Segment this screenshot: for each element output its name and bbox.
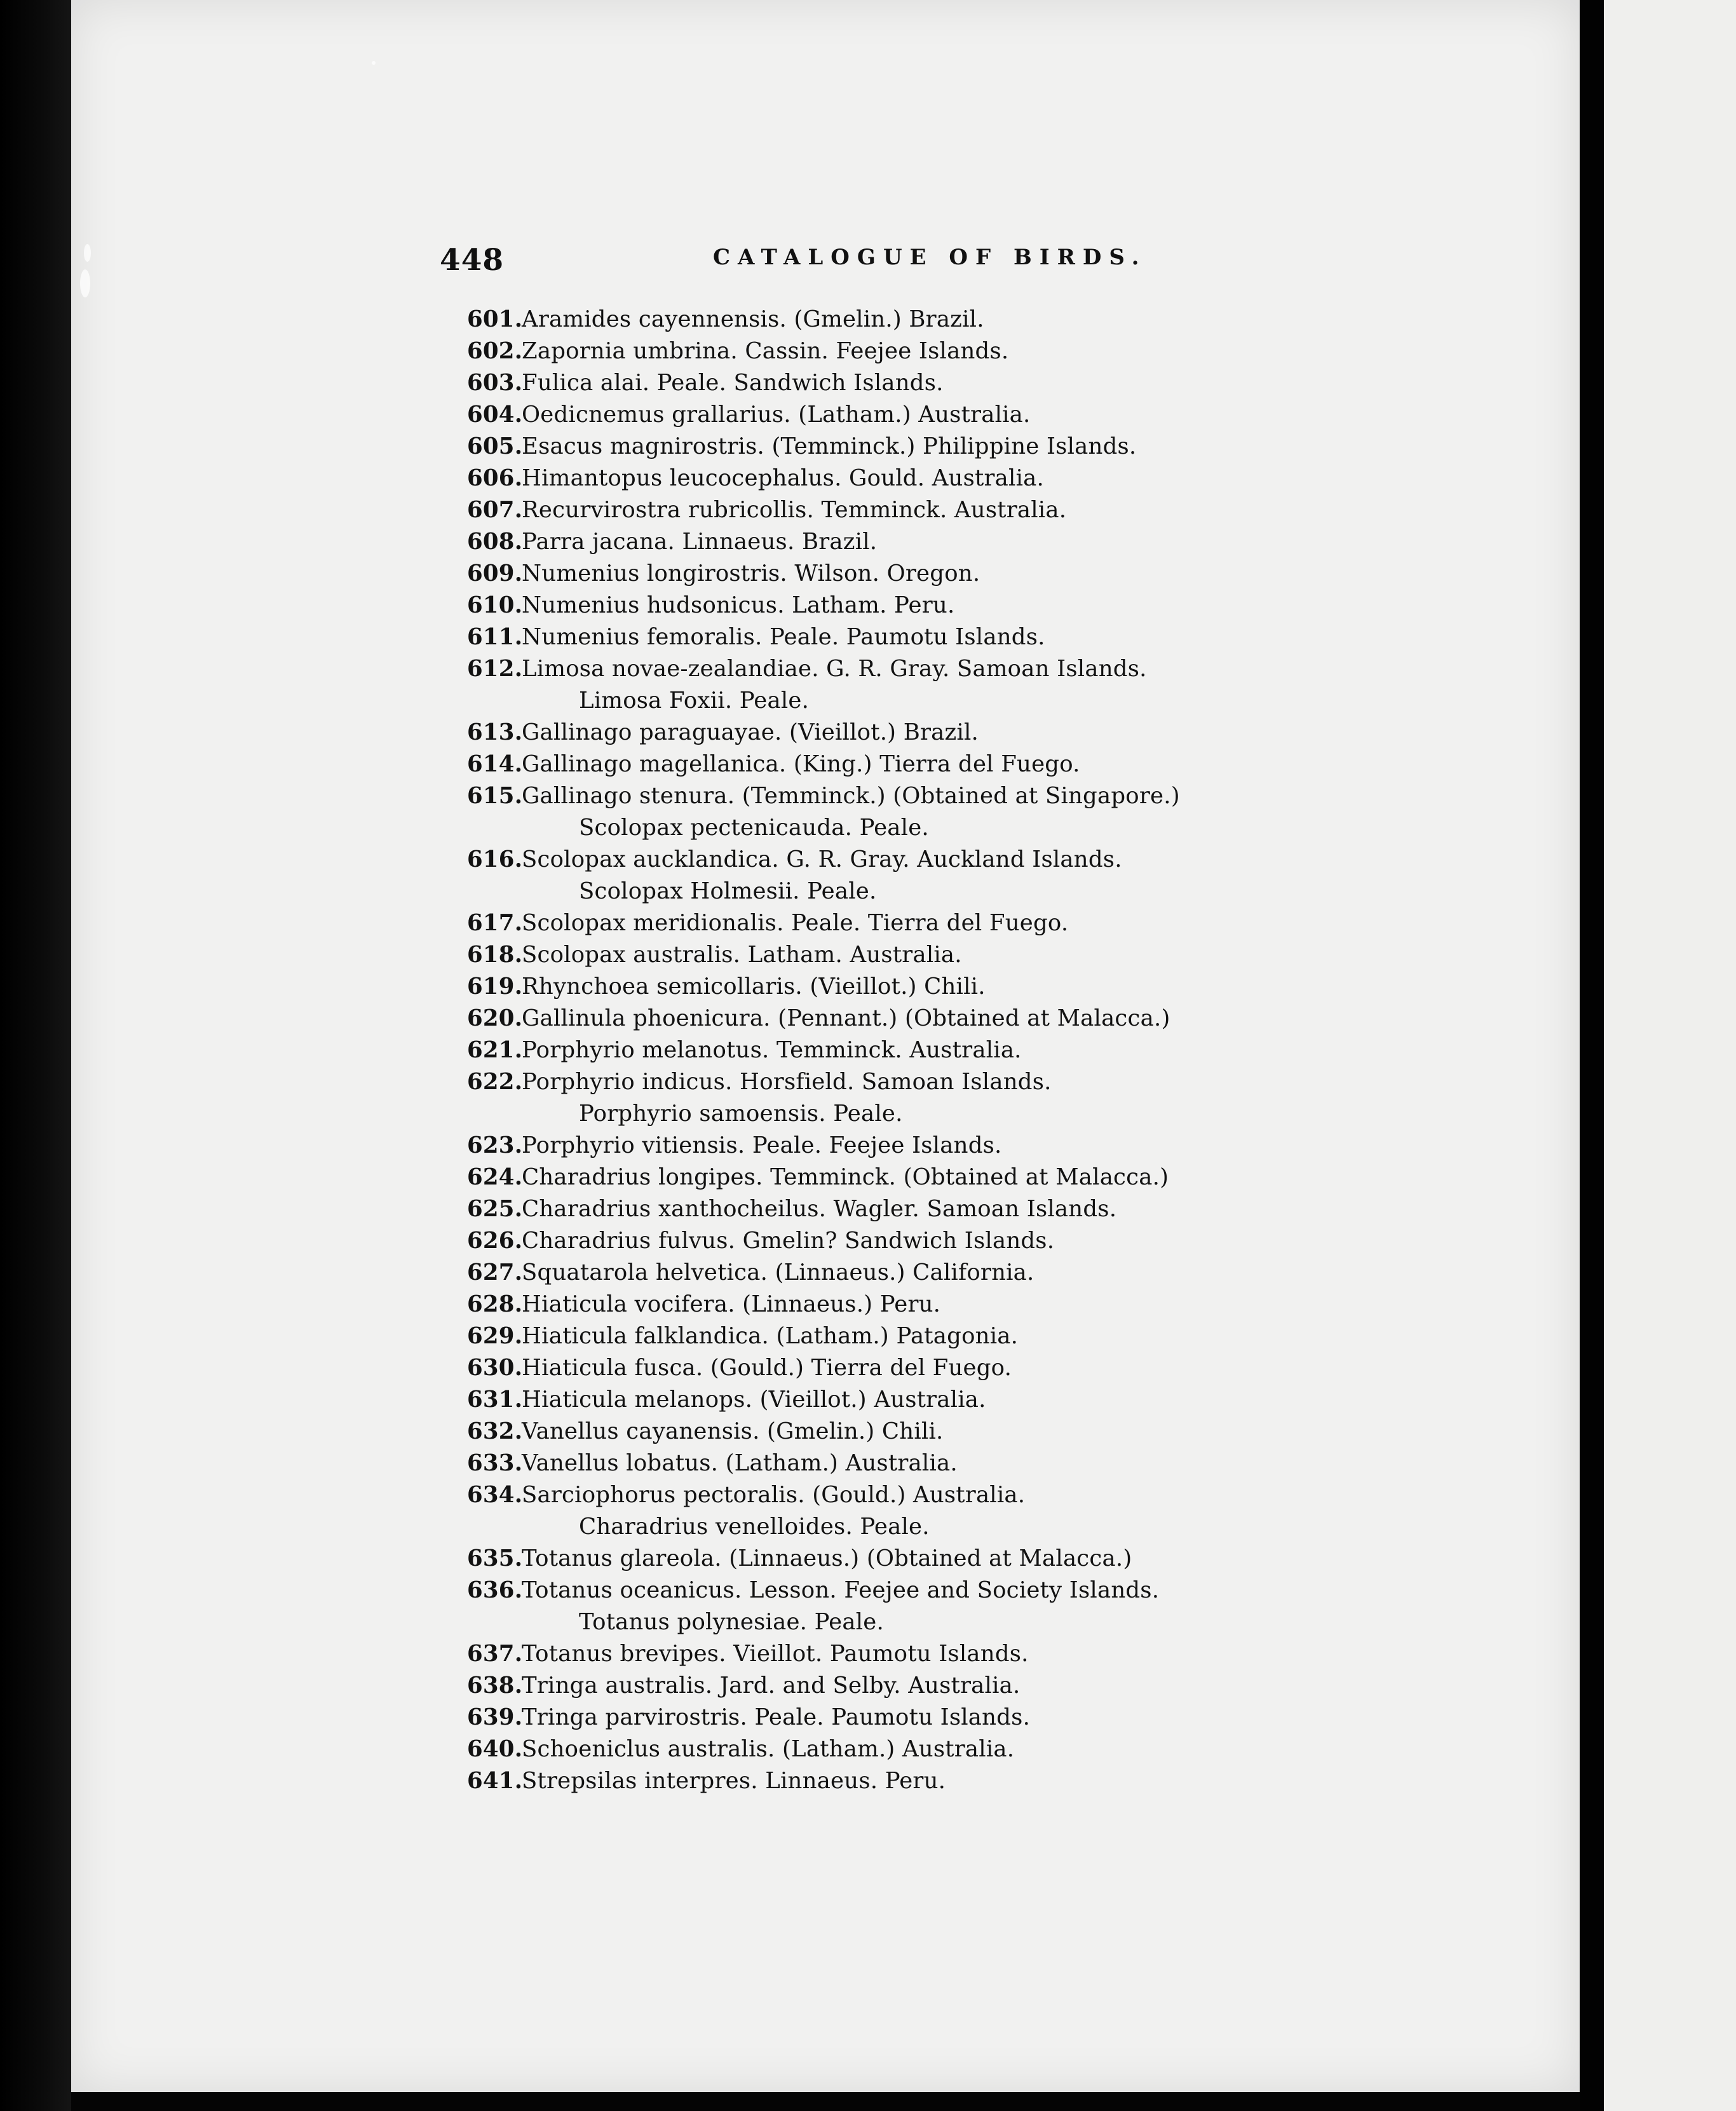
entry-number: 614. — [467, 751, 523, 777]
catalogue-entry — [467, 1479, 1388, 1511]
entry-number: 613. — [467, 719, 523, 745]
entry-text: Schoeniclus australis. (Latham.) Australia. — [522, 1736, 1015, 1762]
synonym-text: Scolopax Holmesii. Peale. — [579, 878, 877, 904]
catalogue-entry — [467, 336, 1388, 367]
entry-text: Porphyrio indicus. Horsfield. Samoan Islands. — [522, 1069, 1052, 1095]
entry-number: 616. — [467, 846, 523, 872]
catalogue-entry — [467, 653, 1388, 685]
entry-number: 607. — [467, 497, 523, 523]
synonym-entry — [467, 876, 1388, 907]
entry-text: Hiaticula falklandica. (Latham.) Patagonia. — [522, 1323, 1019, 1349]
catalogue-entry — [467, 431, 1388, 463]
adjacent-page-edge — [1604, 0, 1736, 2111]
synonym-text: Charadrius venelloides. Peale. — [579, 1514, 930, 1540]
entry-text: Gallinago stenura. (Temminck.) (Obtained at Singapore.) — [522, 783, 1180, 809]
catalogue-entry — [467, 1702, 1388, 1734]
entry-number: 639. — [467, 1704, 523, 1730]
catalogue-entry — [467, 1225, 1388, 1257]
entry-number: 624. — [467, 1164, 523, 1190]
entry-text: Hiaticula vocifera. (Linnaeus.) Peru. — [522, 1291, 941, 1317]
catalogue-entry — [467, 939, 1388, 971]
page-header — [440, 243, 1151, 283]
entry-number: 633. — [467, 1450, 523, 1476]
catalogue-entry — [467, 1066, 1388, 1098]
synonym-entry — [467, 1511, 1388, 1543]
catalogue-entry — [467, 590, 1388, 621]
catalogue-entry — [467, 1162, 1388, 1193]
entry-text: Rhynchoea semicollaris. (Vieillot.) Chili. — [522, 974, 986, 1000]
entry-text: Squatarola helvetica. (Linnaeus.) California. — [522, 1259, 1034, 1286]
catalogue-entry — [467, 1257, 1388, 1289]
catalogue-entry — [467, 717, 1388, 749]
synonym-text: Totanus polynesiae. Peale. — [579, 1609, 884, 1635]
entry-number: 641. — [467, 1768, 523, 1794]
entry-number: 618. — [467, 942, 523, 968]
entry-text: Scolopax aucklandica. G. R. Gray. Auckland Islands. — [522, 846, 1122, 872]
entry-number: 625. — [467, 1196, 523, 1222]
entry-number: 630. — [467, 1355, 523, 1381]
catalogue-entry — [467, 304, 1388, 336]
entry-text: Scolopax australis. Latham. Australia. — [522, 942, 962, 968]
catalogue-entry — [467, 1448, 1388, 1479]
entry-number: 603. — [467, 370, 523, 396]
entry-number: 640. — [467, 1736, 523, 1762]
catalogue-entry — [467, 399, 1388, 431]
entry-number: 626. — [467, 1228, 523, 1254]
scan-speck — [80, 269, 90, 297]
catalogue-entry — [467, 1670, 1388, 1702]
entry-text: Tringa australis. Jard. and Selby. Australia. — [522, 1673, 1021, 1699]
entry-number: 608. — [467, 529, 523, 555]
catalogue-entry — [467, 1320, 1388, 1352]
catalogue-entry — [467, 1035, 1388, 1066]
bird-catalogue-list — [467, 304, 1388, 1797]
entry-number: 619. — [467, 974, 523, 1000]
catalogue-entry — [467, 494, 1388, 526]
entry-number: 609. — [467, 560, 523, 587]
entry-text: Parra jacana. Linnaeus. Brazil. — [522, 529, 878, 555]
entry-number: 638. — [467, 1673, 523, 1699]
entry-text: Gallinago magellanica. (King.) Tierra del Fuego. — [522, 751, 1080, 777]
entry-text: Porphyrio melanotus. Temminck. Australia. — [522, 1037, 1022, 1063]
entry-number: 627. — [467, 1259, 523, 1286]
entry-number: 604. — [467, 402, 523, 428]
entry-number: 601. — [467, 306, 523, 332]
entry-text: Numenius longirostris. Wilson. Oregon. — [522, 560, 980, 587]
entry-text: Zapornia umbrina. Cassin. Feejee Islands. — [522, 338, 1009, 364]
entry-number: 636. — [467, 1577, 523, 1603]
catalogue-entry — [467, 844, 1388, 876]
catalogue-entry — [467, 971, 1388, 1003]
entry-text: Recurvirostra rubricollis. Temminck. Australia. — [522, 497, 1067, 523]
entry-text: Hiaticula melanops. (Vieillot.) Australia. — [522, 1387, 986, 1413]
page-gutter — [1580, 0, 1604, 2111]
synonym-text: Limosa Foxii. Peale. — [579, 688, 810, 714]
running-head: CATALOGUE OF BIRDS. — [713, 245, 1147, 270]
entry-text: Vanellus lobatus. (Latham.) Australia. — [522, 1450, 958, 1476]
entry-number: 631. — [467, 1387, 523, 1413]
catalogue-entry — [467, 367, 1388, 399]
entry-number: 620. — [467, 1005, 523, 1031]
entry-number: 635. — [467, 1545, 523, 1571]
entry-number: 622. — [467, 1069, 523, 1095]
synonym-text: Porphyrio samoensis. Peale. — [579, 1101, 903, 1127]
catalogue-entry — [467, 1003, 1388, 1035]
catalogue-entry — [467, 1193, 1388, 1225]
entry-text: Sarciophorus pectoralis. (Gould.) Australia. — [522, 1482, 1026, 1508]
entry-text: Oedicnemus grallarius. (Latham.) Australia. — [522, 402, 1031, 428]
entry-number: 612. — [467, 656, 523, 682]
catalogue-entry — [467, 1289, 1388, 1320]
entry-number: 606. — [467, 465, 523, 491]
entry-text: Limosa novae-zealandiae. G. R. Gray. Samoan Islands. — [522, 656, 1147, 682]
catalogue-entry — [467, 463, 1388, 494]
entry-number: 632. — [467, 1418, 523, 1444]
entry-number: 621. — [467, 1037, 523, 1063]
synonym-entry — [467, 812, 1388, 844]
catalogue-entry — [467, 558, 1388, 590]
entry-number: 615. — [467, 783, 523, 809]
entry-text: Esacus magnirostris. (Temminck.) Philippine Islands. — [522, 433, 1137, 459]
entry-number: 629. — [467, 1323, 523, 1349]
entry-number: 634. — [467, 1482, 523, 1508]
entry-text: Charadrius fulvus. Gmelin? Sandwich Islands. — [522, 1228, 1055, 1254]
entry-number: 605. — [467, 433, 523, 459]
entry-text: Vanellus cayanensis. (Gmelin.) Chili. — [522, 1418, 944, 1444]
entry-number: 610. — [467, 592, 523, 618]
catalogue-entry — [467, 907, 1388, 939]
scan-speck — [372, 61, 376, 65]
catalogue-entry — [467, 1575, 1388, 1606]
catalogue-entry — [467, 1543, 1388, 1575]
entry-number: 617. — [467, 910, 523, 936]
entry-number: 623. — [467, 1132, 523, 1158]
entry-text: Hiaticula fusca. (Gould.) Tierra del Fuego. — [522, 1355, 1012, 1381]
entry-number: 637. — [467, 1641, 523, 1667]
synonym-entry — [467, 1098, 1388, 1130]
catalogue-entry — [467, 1352, 1388, 1384]
entry-text: Himantopus leucocephalus. Gould. Australia. — [522, 465, 1044, 491]
catalogue-entry — [467, 1130, 1388, 1162]
bottom-scan-border — [71, 2092, 1580, 2111]
entry-number: 602. — [467, 338, 523, 364]
catalogue-entry — [467, 780, 1388, 812]
entry-number: 611. — [467, 624, 523, 650]
scan-speck — [84, 244, 91, 262]
entry-text: Totanus glareola. (Linnaeus.) (Obtained at Malacca.) — [522, 1545, 1132, 1571]
catalogue-entry — [467, 1416, 1388, 1448]
entry-text: Numenius femoralis. Peale. Paumotu Islands. — [522, 624, 1045, 650]
entry-text: Totanus oceanicus. Lesson. Feejee and Society Islands. — [522, 1577, 1160, 1603]
catalogue-entry — [467, 1765, 1388, 1797]
synonym-text: Scolopax pectenicauda. Peale. — [579, 815, 929, 841]
catalogue-entry — [467, 1384, 1388, 1416]
entry-text: Fulica alai. Peale. Sandwich Islands. — [522, 370, 944, 396]
catalogue-entry — [467, 1734, 1388, 1765]
catalogue-entry — [467, 749, 1388, 780]
entry-text: Gallinula phoenicura. (Pennant.) (Obtained at Malacca.) — [522, 1005, 1170, 1031]
entry-number: 628. — [467, 1291, 523, 1317]
synonym-entry — [467, 685, 1388, 717]
entry-text: Numenius hudsonicus. Latham. Peru. — [522, 592, 955, 618]
entry-text: Scolopax meridionalis. Peale. Tierra del Fuego. — [522, 910, 1069, 936]
left-scan-border — [0, 0, 71, 2111]
entry-text: Charadrius longipes. Temminck. (Obtained at Malacca.) — [522, 1164, 1169, 1190]
synonym-entry — [467, 1606, 1388, 1638]
catalogue-entry — [467, 1638, 1388, 1670]
entry-text: Aramides cayennensis. (Gmelin.) Brazil. — [522, 306, 984, 332]
entry-text: Tringa parvirostris. Peale. Paumotu Islands. — [522, 1704, 1031, 1730]
entry-text: Totanus brevipes. Vieillot. Paumotu Islands. — [522, 1641, 1029, 1667]
catalogue-entry — [467, 621, 1388, 653]
entry-text: Charadrius xanthocheilus. Wagler. Samoan Islands. — [522, 1196, 1117, 1222]
entry-text: Porphyrio vitiensis. Peale. Feejee Islands. — [522, 1132, 1002, 1158]
entry-text: Strepsilas interpres. Linnaeus. Peru. — [522, 1768, 946, 1794]
page-number: 448 — [440, 243, 505, 278]
catalogue-entry — [467, 526, 1388, 558]
entry-text: Gallinago paraguayae. (Vieillot.) Brazil. — [522, 719, 979, 745]
